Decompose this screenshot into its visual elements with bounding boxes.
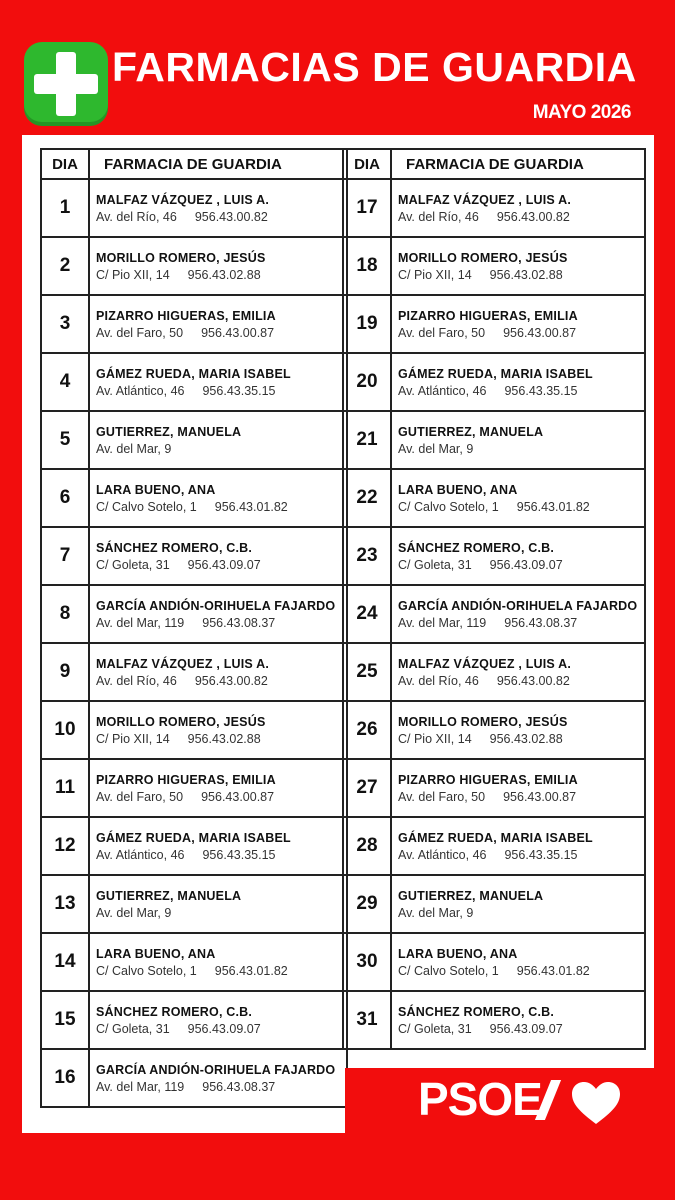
pharmacy-contact: [96, 268, 346, 282]
pharmacy-contact: [398, 268, 644, 282]
pharmacy-name: PIZARRO HIGUERAS, EMILIA: [96, 772, 276, 787]
pharmacy-cell: [89, 701, 347, 759]
table-row: [41, 353, 347, 411]
day-number: 28: [343, 817, 391, 875]
pharmacy-phone: 956.43.35.15: [504, 847, 578, 862]
table-row: [343, 179, 645, 237]
pharmacy-phone: 956.43.00.87: [503, 789, 577, 804]
pharmacy-phone: 956.43.00.82: [496, 673, 570, 688]
pharmacy-name: LARA BUENO, ANA: [398, 946, 518, 961]
pharmacy-phone: 956.43.35.15: [202, 383, 276, 398]
pharmacy-name: MALFAZ VÁZQUEZ , LUIS A.: [398, 192, 572, 207]
pharmacy-cell: [391, 411, 645, 469]
day-number: 3: [41, 295, 89, 353]
pharmacy-cell: [89, 295, 347, 353]
pharmacy-phone: 956.43.00.87: [201, 325, 275, 340]
pharmacy-cell: [391, 527, 645, 585]
schedule-table-left: [40, 148, 348, 1108]
pharmacy-contact: [96, 558, 346, 572]
table-row: [41, 237, 347, 295]
pharmacy-phone: 956.43.35.15: [202, 847, 276, 862]
pharmacy-address: Av. del Mar, 9: [96, 441, 172, 456]
table-row: [343, 527, 645, 585]
pharmacy-contact: [398, 500, 644, 514]
pharmacy-contact: [96, 616, 346, 630]
brand-logo-text: PSOE: [418, 1073, 542, 1125]
pharmacy-address: C/ Pio XII, 14: [96, 731, 170, 746]
pharmacy-name: GARCÍA ANDIÓN-ORIHUELA FAJARDO: [398, 598, 638, 613]
pharmacy-phone: 956.43.01.82: [214, 499, 288, 514]
table-row: [343, 759, 645, 817]
page-title: FARMACIAS DE GUARDIA: [112, 44, 637, 90]
pharmacy-name: LARA BUENO, ANA: [96, 482, 216, 497]
day-number: 5: [41, 411, 89, 469]
pharmacy-name: LARA BUENO, ANA: [96, 946, 216, 961]
day-number: 29: [343, 875, 391, 933]
day-number: 14: [41, 933, 89, 991]
pharmacy-contact: [96, 210, 346, 224]
pharmacy-cell: [89, 933, 347, 991]
pharmacy-cell: [391, 933, 645, 991]
pharmacy-phone: 956.43.00.87: [503, 325, 577, 340]
day-number: 6: [41, 469, 89, 527]
pharmacy-cell: [89, 759, 347, 817]
pharmacy-cell: [391, 701, 645, 759]
pharmacy-contact: [398, 790, 644, 804]
pharmacy-cell: [89, 817, 347, 875]
pharmacy-cell: [391, 237, 645, 295]
pharmacy-cell: [391, 817, 645, 875]
pharmacy-contact: [398, 558, 644, 572]
pharmacy-phone: 956.43.35.15: [504, 383, 578, 398]
pharmacy-phone: 956.43.02.88: [489, 731, 563, 746]
day-number: 21: [343, 411, 391, 469]
pharmacy-name: PIZARRO HIGUERAS, EMILIA: [96, 308, 276, 323]
pharmacy-name: PIZARRO HIGUERAS, EMILIA: [398, 772, 578, 787]
pharmacy-address: C/ Calvo Sotelo, 1: [398, 963, 499, 978]
table-row: [41, 817, 347, 875]
pharmacy-address: Av. del Faro, 50: [96, 789, 184, 804]
pharmacy-address: Av. del Río, 46: [398, 209, 479, 224]
pharmacy-contact: [96, 790, 346, 804]
pharmacy-name: MALFAZ VÁZQUEZ , LUIS A.: [398, 656, 572, 671]
day-number: 7: [41, 527, 89, 585]
table-row: [41, 179, 347, 237]
pharmacy-address: C/ Calvo Sotelo, 1: [96, 963, 197, 978]
column-header-day: DIA: [343, 149, 391, 179]
pharmacy-cell: [391, 759, 645, 817]
pharmacy-address: C/ Calvo Sotelo, 1: [398, 499, 499, 514]
day-number: 17: [343, 179, 391, 237]
day-number: 13: [41, 875, 89, 933]
table-row: [41, 933, 347, 991]
pharmacy-name: GÁMEZ RUEDA, MARIA ISABEL: [398, 830, 593, 845]
pharmacy-address: Av. del Mar, 9: [398, 905, 474, 920]
pharmacy-address: Av. del Mar, 119: [398, 615, 487, 630]
pharmacy-contact: [398, 210, 644, 224]
pharmacy-phone: 956.43.02.88: [187, 267, 261, 282]
pharmacy-cell: [391, 875, 645, 933]
pharmacy-contact: [398, 848, 644, 862]
day-number: 4: [41, 353, 89, 411]
pharmacy-contact: [96, 1022, 346, 1036]
pharmacy-address: Av. Atlántico, 46: [96, 847, 185, 862]
pharmacy-contact: [398, 674, 644, 688]
pharmacy-contact: [398, 906, 644, 920]
table-row: [41, 295, 347, 353]
pharmacy-address: Av. del Faro, 50: [398, 789, 486, 804]
pharmacy-phone: 956.43.09.07: [489, 1021, 563, 1036]
pharmacy-address: C/ Pio XII, 14: [398, 267, 472, 282]
heart-icon: [570, 1080, 622, 1126]
pharmacy-contact: [398, 326, 644, 340]
pharmacy-cell: [89, 875, 347, 933]
pharmacy-name: GUTIERREZ, MANUELA: [398, 424, 544, 439]
column-header-pharmacy: FARMACIA DE GUARDIA: [89, 149, 347, 179]
pharmacy-phone: 956.43.00.82: [194, 209, 268, 224]
pharmacy-cell: [391, 469, 645, 527]
pharmacy-phone: 956.43.02.88: [489, 267, 563, 282]
table-row: [41, 643, 347, 701]
pharmacy-cell: [89, 237, 347, 295]
pharmacy-phone: 956.43.08.37: [504, 615, 578, 630]
pharmacy-address: Av. del Faro, 50: [398, 325, 486, 340]
pharmacy-cell: [391, 295, 645, 353]
table-row: [41, 701, 347, 759]
pharmacy-contact: [96, 964, 346, 978]
pharmacy-phone: 956.43.00.87: [201, 789, 275, 804]
pharmacy-contact: [96, 500, 346, 514]
schedule-column-left: [40, 148, 348, 1108]
pharmacy-name: MORILLO ROMERO, JESÚS: [398, 714, 568, 729]
pharmacy-cell: [391, 179, 645, 237]
pharmacy-cell: [391, 991, 645, 1049]
pharmacy-phone: 956.43.09.07: [187, 557, 261, 572]
table-row: [343, 933, 645, 991]
table-row: [343, 295, 645, 353]
table-row: [41, 1049, 347, 1107]
pharmacy-phone: 956.43.09.07: [489, 557, 563, 572]
day-number: 9: [41, 643, 89, 701]
day-number: 1: [41, 179, 89, 237]
pharmacy-cell: [89, 469, 347, 527]
day-number: 16: [41, 1049, 89, 1107]
pharmacy-contact: [398, 616, 644, 630]
pharmacy-address: Av. del Mar, 9: [398, 441, 474, 456]
pharmacy-cell: [89, 1049, 347, 1107]
pharmacy-address: Av. del Faro, 50: [96, 325, 184, 340]
day-number: 8: [41, 585, 89, 643]
pharmacy-address: C/ Pio XII, 14: [398, 731, 472, 746]
pharmacy-name: MALFAZ VÁZQUEZ , LUIS A.: [96, 656, 270, 671]
day-number: 12: [41, 817, 89, 875]
pharmacy-cell: [89, 353, 347, 411]
table-row: [343, 585, 645, 643]
pharmacy-name: LARA BUENO, ANA: [398, 482, 518, 497]
pharmacy-contact: [96, 442, 346, 456]
pharmacy-cell: [391, 585, 645, 643]
pharmacy-phone: 956.43.01.82: [516, 499, 590, 514]
table-row: [343, 237, 645, 295]
day-number: 26: [343, 701, 391, 759]
pharmacy-phone: 956.43.00.82: [496, 209, 570, 224]
pharmacy-address: C/ Calvo Sotelo, 1: [96, 499, 197, 514]
pharmacy-name: GARCÍA ANDIÓN-ORIHUELA FAJARDO: [96, 1062, 336, 1077]
pharmacy-cell: [89, 527, 347, 585]
column-header-pharmacy: FARMACIA DE GUARDIA: [391, 149, 645, 179]
table-row: [343, 411, 645, 469]
pharmacy-address: Av. del Mar, 119: [96, 1079, 185, 1094]
day-number: 30: [343, 933, 391, 991]
pharmacy-address: Av. del Mar, 9: [96, 905, 172, 920]
pharmacy-address: Av. del Río, 46: [96, 673, 177, 688]
column-header-day: DIA: [41, 149, 89, 179]
pharmacy-address: Av. del Mar, 119: [96, 615, 185, 630]
day-number: 23: [343, 527, 391, 585]
pharmacy-phone: 956.43.08.37: [202, 615, 276, 630]
pharmacy-contact: [96, 674, 346, 688]
pharmacy-phone: 956.43.00.82: [194, 673, 268, 688]
schedule-table-right: [342, 148, 646, 1050]
day-number: 20: [343, 353, 391, 411]
pharmacy-name: GÁMEZ RUEDA, MARIA ISABEL: [96, 366, 291, 381]
pharmacy-contact: [96, 906, 346, 920]
table-row: [343, 875, 645, 933]
pharmacy-contact: [398, 442, 644, 456]
table-row: [41, 875, 347, 933]
table-row: [343, 701, 645, 759]
pharmacy-address: Av. Atlántico, 46: [398, 847, 487, 862]
day-number: 2: [41, 237, 89, 295]
pharmacy-phone: 956.43.09.07: [187, 1021, 261, 1036]
pharmacy-address: Av. del Río, 46: [96, 209, 177, 224]
pharmacy-address: Av. Atlántico, 46: [96, 383, 185, 398]
pharmacy-name: SÁNCHEZ ROMERO, C.B.: [398, 1004, 555, 1019]
table-row: [41, 585, 347, 643]
pharmacy-name: GUTIERREZ, MANUELA: [96, 888, 242, 903]
day-number: 10: [41, 701, 89, 759]
pharmacy-phone: 956.43.01.82: [214, 963, 288, 978]
pharmacy-address: Av. del Río, 46: [398, 673, 479, 688]
pharmacy-address: C/ Goleta, 31: [96, 1021, 170, 1036]
pharmacy-contact: [398, 732, 644, 746]
pharmacy-name: GARCÍA ANDIÓN-ORIHUELA FAJARDO: [96, 598, 336, 613]
day-number: 19: [343, 295, 391, 353]
day-number: 27: [343, 759, 391, 817]
pharmacy-contact: [96, 326, 346, 340]
pharmacy-address: C/ Goleta, 31: [96, 557, 170, 572]
table-row: [343, 469, 645, 527]
pharmacy-address: Av. Atlántico, 46: [398, 383, 487, 398]
pharmacy-contact: [398, 384, 644, 398]
schedule-column-right: [342, 148, 646, 1050]
pharmacy-cell: [89, 585, 347, 643]
pharmacy-cell: [89, 411, 347, 469]
pharmacy-address: C/ Pio XII, 14: [96, 267, 170, 282]
pharmacy-cell: [391, 353, 645, 411]
pharmacy-name: SÁNCHEZ ROMERO, C.B.: [96, 1004, 253, 1019]
pharmacy-contact: [96, 1080, 346, 1094]
table-row: [343, 991, 645, 1049]
pharmacy-address: C/ Goleta, 31: [398, 557, 472, 572]
pharmacy-name: PIZARRO HIGUERAS, EMILIA: [398, 308, 578, 323]
pharmacy-contact: [96, 848, 346, 862]
pharmacy-contact: [398, 1022, 644, 1036]
table-row: [343, 817, 645, 875]
table-row: [343, 353, 645, 411]
day-number: 22: [343, 469, 391, 527]
pharmacy-cell: [391, 643, 645, 701]
pharmacy-phone: 956.43.08.37: [202, 1079, 276, 1094]
day-number: 31: [343, 991, 391, 1049]
pharmacy-name: GUTIERREZ, MANUELA: [398, 888, 544, 903]
day-number: 18: [343, 237, 391, 295]
table-row: [41, 991, 347, 1049]
pharmacy-name: MALFAZ VÁZQUEZ , LUIS A.: [96, 192, 270, 207]
pharmacy-cell: [89, 643, 347, 701]
header: [0, 0, 675, 135]
pharmacy-address: C/ Goleta, 31: [398, 1021, 472, 1036]
pharmacy-name: MORILLO ROMERO, JESÚS: [96, 714, 266, 729]
pharmacy-name: MORILLO ROMERO, JESÚS: [398, 250, 568, 265]
day-number: 25: [343, 643, 391, 701]
day-number: 15: [41, 991, 89, 1049]
page-subtitle: MAYO 2026: [532, 102, 631, 123]
pharmacy-name: GÁMEZ RUEDA, MARIA ISABEL: [96, 830, 291, 845]
pharmacy-name: GÁMEZ RUEDA, MARIA ISABEL: [398, 366, 593, 381]
pharmacy-phone: 956.43.01.82: [516, 963, 590, 978]
table-row: [41, 469, 347, 527]
day-number: 11: [41, 759, 89, 817]
pharmacy-name: SÁNCHEZ ROMERO, C.B.: [398, 540, 555, 555]
pharmacy-cell: [89, 991, 347, 1049]
pharmacy-contact: [96, 732, 346, 746]
table-row: [41, 411, 347, 469]
table-row: [343, 643, 645, 701]
table-row: [41, 759, 347, 817]
pharmacy-phone: 956.43.02.88: [187, 731, 261, 746]
pharmacy-name: GUTIERREZ, MANUELA: [96, 424, 242, 439]
green-cross-icon: [24, 42, 108, 126]
pharmacy-cell: [89, 179, 347, 237]
pharmacy-name: MORILLO ROMERO, JESÚS: [96, 250, 266, 265]
table-row: [41, 527, 347, 585]
day-number: 24: [343, 585, 391, 643]
pharmacy-contact: [96, 384, 346, 398]
pharmacy-name: SÁNCHEZ ROMERO, C.B.: [96, 540, 253, 555]
pharmacy-contact: [398, 964, 644, 978]
